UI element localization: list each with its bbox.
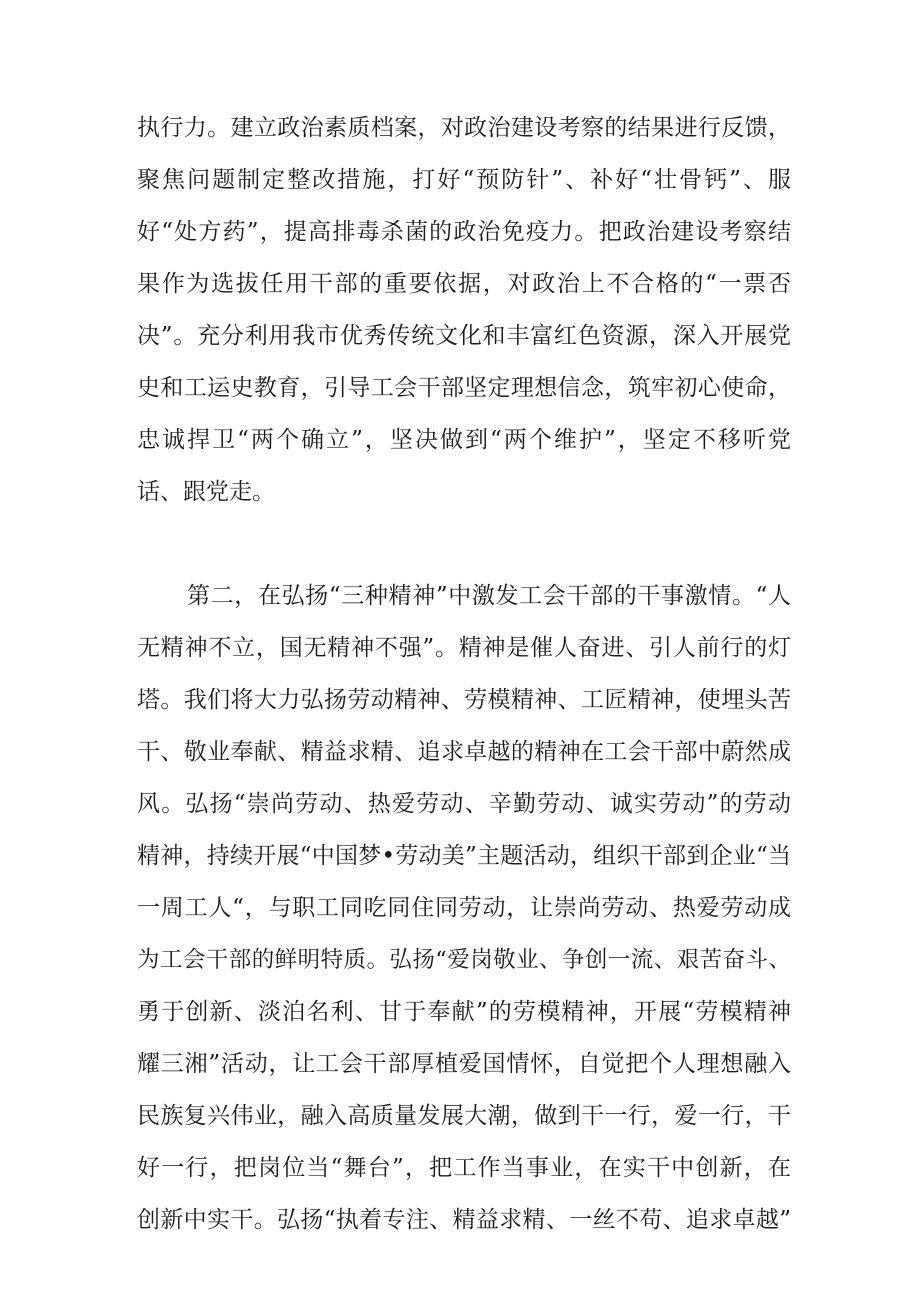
paragraph-2-line-5: 风。弘扬“崇尚劳动、热爱劳动、辛勤劳动、诚实劳动”的劳动: [137, 791, 791, 817]
paragraph-1-line-3: 好“处方药”，提高排毒杀菌的政治免疫力。把政治建设考察结: [137, 219, 791, 245]
paragraph-2-line-8: 为工会干部的鲜明特质。弘扬“爱岗敬业、争创一流、艰苦奋斗、: [137, 947, 791, 973]
paragraph-1-line-4: 果作为选拔任用干部的重要依据，对政治上不合格的“一票否: [137, 271, 791, 297]
paragraph-2-line-9: 勇于创新、淡泊名利、甘于奉献”的劳模精神，开展“劳模精神: [137, 999, 791, 1025]
paragraph-2-line-7: 一周工人“，与职工同吃同住同劳动，让崇尚劳动、热爱劳动成: [137, 895, 791, 921]
paragraph-1-line-6: 史和工运史教育，引导工会干部坚定理想信念，筑牢初心使命，: [137, 375, 791, 401]
paragraph-1-line-5: 决”。充分利用我市优秀传统文化和丰富红色资源，深入开展党: [137, 323, 791, 349]
paragraph-2-line-4: 干、敬业奉献、精益求精、追求卓越的精神在工会干部中蔚然成: [137, 739, 791, 765]
paragraph-2-line-10: 耀三湘”活动，让工会干部厚植爱国情怀，自觉把个人理想融入: [137, 1051, 791, 1077]
paragraph-1-line-7: 忠诚捍卫“两个确立”，坚决做到“两个维护”，坚定不移听党: [137, 427, 791, 453]
paragraph-1-line-2: 聚焦问题制定整改措施，打好“预防针”、补好“壮骨钙”、服: [137, 167, 791, 193]
paragraph-2-line-6: 精神，持续开展“中国梦•劳动美”主题活动，组织干部到企业“当: [137, 843, 791, 869]
paragraph-1-line-8: 话、跟党走。: [137, 479, 275, 505]
paragraph-2-line-2: 无精神不立，国无精神不强”。精神是催人奋进、引人前行的灯: [137, 635, 791, 661]
paragraph-2-line-3: 塔。我们将大力弘扬劳动精神、劳模精神、工匠精神，使埋头苦: [137, 687, 791, 713]
paragraph-2-line-11: 民族复兴伟业，融入高质量发展大潮，做到干一行，爱一行，干: [137, 1103, 791, 1129]
paragraph-1-line-1: 执行力。建立政治素质档案，对政治建设考察的结果进行反馈，: [137, 115, 791, 141]
paragraph-2-line-12: 好一行，把岗位当“舞台”，把工作当事业，在实干中创新，在: [137, 1155, 791, 1181]
paragraph-2-line-13: 创新中实干。弘扬“执着专注、精益求精、一丝不苟、追求卓越”: [137, 1207, 791, 1233]
paragraph-2-line-1: 第二，在弘扬“三种精神”中激发工会干部的干事激情。“人: [187, 583, 791, 609]
